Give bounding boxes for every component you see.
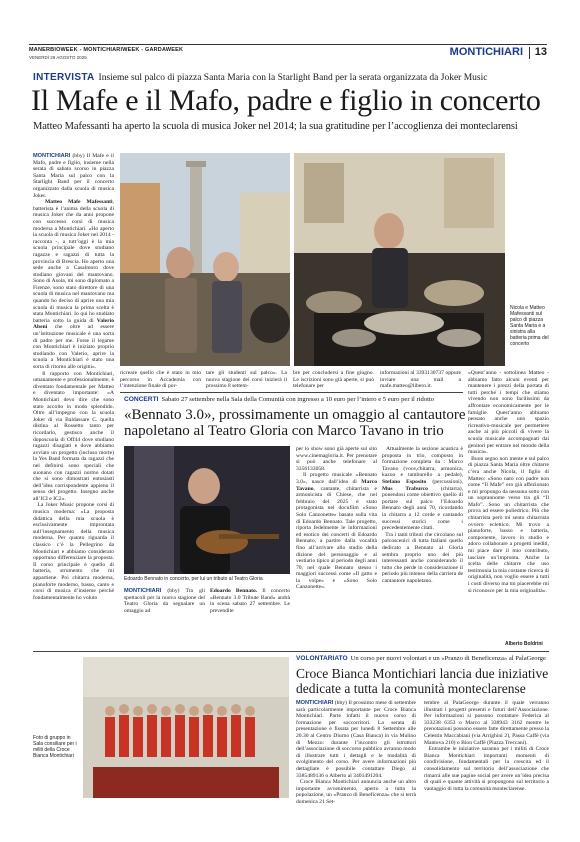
section-divider — [120, 392, 463, 393]
paragraph: Il prossimo mese di settembre sarà particolarmente importante per Croce Bianca Montichiari. Parte infatti il nuovo corso di formazione per soccorritori. La serata di presentazione è fissata per lunedì 8 Settembre alle 20.30 al Centro Diurno (Casa Bianca) in via Mulino di Mezzo: durante l’incontro gli istruttori dell’associazione di soccorso pubblico avranno modo di illustrare tutti i dettagli e le modalità di svolgimento del corso. Per avere informazioni più dettagliate è possibile contattare Diego al 3385489136 o Alberto al 3401491204. — [296, 700, 416, 779]
article3-column-1 — [296, 700, 416, 830]
article3-kicker-text: Un corso per nuovi volontari e un «Pranzo di Beneficenza» al PalaGeorge — [350, 655, 546, 662]
page-number: 13 — [534, 46, 547, 58]
article2-kicker-text: Sabato 27 settembre nella Sala della Comunità con ingresso a 10 euro per l’intero e 5 euro per il ridotto — [161, 396, 435, 403]
paragraph: Croce Bianca Montichiari annuncia anche un altro importante avvenimento, aperto a tutta la popolazione, un «Pranzo di Beneficenza» che si terrà domenica 21 Set- — [296, 779, 416, 805]
paragraph: per lo show sono già aperte sul sito www.cinemagloria.it. Per prenotare si può anche telefonare al 3356133058. — [296, 446, 377, 472]
article1-title: Il Mafe e il Mafo, padre e figlio in concerto — [31, 84, 541, 117]
bennato-photo — [124, 446, 290, 574]
article1-kicker — [33, 72, 487, 83]
article3-kicker-tag: VOLONTARIATO — [296, 655, 348, 662]
article1-column-3: tare gli studenti sul palco». La nuova stagione dei corsi inizierà il prossimo 8 settem- — [206, 370, 287, 390]
section-name: MONTICHIARI — [449, 46, 523, 58]
paragraph: Il concerto «Bennato 3.0 Tribute Band» andrà in scena sabato 27 settembre. Le prevendite — [210, 588, 290, 614]
author-initials: (bby) — [333, 700, 349, 706]
article1-column-1 — [33, 153, 115, 601]
article2-column-4 — [382, 446, 463, 640]
section-divider — [33, 651, 549, 652]
article2-title — [124, 407, 466, 439]
article2-photo — [124, 446, 290, 574]
article1-kicker-text: Insieme sul palco di piazza Santa Maria con la Starlight Band per la serata organizzata da Joker Music — [98, 73, 488, 83]
paragraph: Il progetto musicale «Bennato 3.0», nasce dall’idea di — [296, 472, 377, 485]
paragraph: tembre al PalaGeorge durante il quale verranno illustrati i progetti presenti e futuri dell’Associazione. Per informazioni si possono contattare Federica — [424, 700, 549, 720]
person-name: Edoardo Bennato. — [210, 588, 258, 594]
person-name: Stefano Esposito — [382, 478, 427, 485]
concert-photo-right — [294, 153, 505, 366]
article1-photo-right — [294, 153, 505, 366]
paragraph: (percussioni), — [426, 478, 463, 485]
title-line: «Bennato 3.0», prossimamente un omaggio al cantautore — [124, 407, 466, 423]
article1-column-4: bre per concludersi a fine giugno. Le iscrizioni sono già aperte, si può telefonare per — [293, 370, 374, 390]
author-initials: (bby) — [70, 153, 87, 159]
article2-column-2 — [210, 588, 290, 638]
person-name: Valerio Abeni — [33, 317, 114, 331]
title-line: dedicate a tutta la comunità monteclarense — [296, 681, 526, 696]
article1-column-6 — [468, 370, 549, 638]
author-initials: (bby) — [161, 588, 186, 594]
publication-names: MANERBIOWEEK - MONTICHIARIWEEK - GARDAWEEK — [29, 47, 184, 53]
dateline: MONTICHIARI — [33, 153, 71, 159]
paragraph: Tra gli spettacoli per la nuova stagione del Teatro Gloria da segnalare un omaggio ad — [124, 588, 205, 614]
article1-column-5: informazioni al 3393130737 oppure inviare una mail a mafe.matteo@libero.it. — [380, 370, 461, 390]
article3-photo — [83, 657, 289, 798]
title-line: napoletano al Teatro Gloria con Marco Tavano in trio — [124, 423, 444, 439]
issue-date: VENERDÌ 29 AGOSTO 2025 — [29, 55, 87, 60]
dateline: MONTICHIARI — [124, 588, 162, 594]
paragraph: Entrambe le iniziative saranno per i militi di Croce Bianca Montichiari importanti momenti di condivisione, fondamentali per la crescita ed il consolidamento sul territorio dell’associazione che rimarrà alle sue pagine social per avere un’idea precisa di quali e quante attività si propongono sul territorio a vantaggio di tutta la comunità monteclarense. — [424, 746, 550, 792]
article1-photo-caption: Nicola e Matteo Mafessanti sul palco di piazza Santa Maria e a sinistra alla batteria prima del concerto — [510, 305, 549, 347]
concert-photo-left — [120, 153, 290, 366]
dateline: MONTICHIARI — [296, 700, 334, 706]
article1-signature: Alberto Boldrini — [505, 641, 543, 647]
paragraph: Attualmente la sezione acustica è proposta in trio, composto in formazione completa da : Marco Tavano (voce,chitarra, armonica, kazoo e tamburello a pedale), — [382, 446, 463, 479]
group-photo — [83, 657, 289, 798]
title-line: Croce Bianca Montichiari lancia due iniziative — [296, 666, 549, 681]
paragraph: (chitarra), ponendosi come obiettivo quello di portare sul palco l’Edoardo Bennato degli anni 70, ricordando la chitarra a 12 corde e cantando successi storici come i precedentemente citati. — [382, 485, 463, 532]
article1-kicker-tag: INTERVISTA — [33, 72, 95, 83]
person-name: Marco Tavano — [296, 478, 377, 492]
article2-column-3 — [296, 446, 377, 640]
article1-subtitle: Matteo Mafessanti ha aperto la scuola di musica Joker nel 2014; la sua gratitudine per l’accoglienza dei monteclarensi — [33, 121, 518, 132]
paragraph: Buon segno non mente e sul palco di piazza Santa Maria oltre chitarre c’era anche Nicola, il figlio di Matteo: «Sono nato con padre non come “Il Mafe” ero già affezionato e mi propongo da nessuna sotto con un soprannome verso tra gli “Il Mafo”. Sono un chitarrista che prova ad essere poliedrico. Più che chitarrista però mi sento chitarrista ovvero eclettico. Mi trovo a pianoforte, basso e batteria, componente, lavoro in studio e adoro collaborare a progetti inediti, mi piace dare il mio contributo, lasciare un’impronta. Anche la scelta delle chitarre che uso testimonia la mia costante ricerca di originalità, non voglio essere a tutti i costi diverso ma mi piacerebbe mi si riconosce per la mia originalità». — [468, 455, 550, 594]
article3-kicker — [296, 655, 546, 662]
paragraph: , batterista è l’anima della scuola di musica Joker che da anni propone con successo corsi di musica moderna a Montichiari. «Ho aperto la scuola di musica Joker nel 2014 - racconta -, a tutt’oggi è la mia scuola principale dove studiano ragazze e ragazzi di tutta la provincia di Brescia. Ho aperto una sede anche a Casalmoro dove studiano giovani del mantovano. Sono di Asola, mi sono diplomato a Firenze, sono stato direttore di una scuola di musica nel mantovano ma quando ho deciso di aprire una mia scuola di musica la prima scelta è stata Montichiari. Io qui ho studiato batteria sotto la guida di — [33, 199, 115, 324]
paragraph: che oltre ad essere un’istituzione musicale è una sorta di padre per me. Forse il legame con Montichiari è iniziato proprio studiando con Valerio, aprire la scuola a Montichiari è stato una sorta di ritorno alle origini». — [33, 324, 114, 370]
header-separator — [529, 47, 530, 59]
paragraph: La Joker Music propone corsi di musica moderna: «La proposta didattica della mia scuola è esclusivamente improntata sull’insegnamento della musica moderna. Per quanto riguarda il classico c’è la Pellegrino da Montichiari e abbiamo considerato opportuno differenziare la proposta. Il corso principale è quello di batteria, strumento che mi appartiene. Poi chitarra moderna, pianoforte moderno, basso, canto e corsi di musica d’insieme perché fondamentalmente ho voluto — [33, 502, 115, 601]
paragraph: «Quest’anno - sottolinea Matteo - abbiamo fatto alcuni eventi per mantenere i prezzi della portata di tutti perché i tempi che stiamo vivendo non sono facilissimi da affrontare economicamente per le famiglie. Quest’anno abbiamo pensato anche uno spazio ricreativo-musicale per permettere anche ai più piccoli di vivere la scuola musicale accompagnati dai genitori per entrare nel mondo della musica». — [468, 370, 549, 456]
paragraph: Il rapporto con Montichiari, umanamente e professionalmente, è diventato fondamentale per Matteo e diventato importante: «A Montichiari devo dire che sono stato accolto in modo splendido. Oltre all’impegno con la scuola Joker di via Baldassare C. quella distina al Rossetto tanto per ricordarlo, gestisco anche il doposcuola di Off44 dove studiano ragazzi disagiati e dove abbiamo avviato un progetto (incluso morte) la Yes Band formata da ragazzi che nel definirsi sono speciali che suonano con ragazzi normo dotati che si sono dimostrati entusiasti dell’idea corrispondente appieno il senso del progetto. Insegno anche all’ICI e IC2». — [33, 370, 115, 502]
article2-column-1 — [124, 588, 205, 638]
person-name: Matteo Mafe Mafessanti — [45, 199, 113, 206]
article3-column-2 — [424, 700, 549, 830]
paragraph: Il Mafe e il Mafo, padre e figlio, insieme nella serata di sabato scorso in piazza Santa Maria sul palco con la Starlight Band per il concerto organizzato dalla scuola di musica Joker. — [33, 153, 114, 199]
article3-title — [296, 666, 548, 696]
article2-photo-caption: Edoardo Bennato in concerto, per lui un tributo al Teatro Gloria — [124, 576, 263, 582]
paragraph: , cantante, chitarrista e armonicista di Chiese, che nel febbraio del 2025 è stato protagonista nel docufilm «Sono Solo Canzonette» basato sulla vita di Edoardo Bennato. Tale progetto, riporta fedelmente le informazioni ed esotico dei concerti di Edoardo Bennato, a partire dalla vocalità fino all’arrivare allo studio della dizione del personaggio e al vestiario tipico al periodo degli anni 70, nel quale Bennato stesso i maggiori successi come «Il gatto e la volpe» e «Sono Solo Canzonette». — [296, 485, 377, 591]
article2-kicker-tag: CONCERTI — [124, 396, 159, 403]
article3-photo-caption: Foto di gruppo in Sala consiliare per i militi della Croce Bianca Montichiari — [33, 735, 77, 759]
article2-kicker — [124, 396, 434, 403]
person-name: Mus Traburco — [382, 485, 428, 492]
paragraph: Tra i tanti tributi che circolano sul palcoscenici di tutta Italiani quello dedicato a Bennato al Gloria sembra proprio uno dei più interessanti anche considerando il tutto che perde in considerazione il periodo più intenso della carriera de cantautore napoletano. — [382, 531, 463, 584]
page-header — [29, 44, 547, 64]
article1-column-2: ricreare quello che è stato in mio percorso in Accademia con l’intenzione finale di por- — [120, 370, 201, 390]
paragraph: al 333238 6353 o Marco al 338943 3162 mentre le prenotazioni possono essere fatte direttamente presso la Celestin Maccabiani (via Arrighini 2), Passa Caffè (via Mantova 210) o Bion Caffè (Piazza Treccani). — [424, 713, 549, 746]
article1-photo-left — [120, 153, 290, 366]
